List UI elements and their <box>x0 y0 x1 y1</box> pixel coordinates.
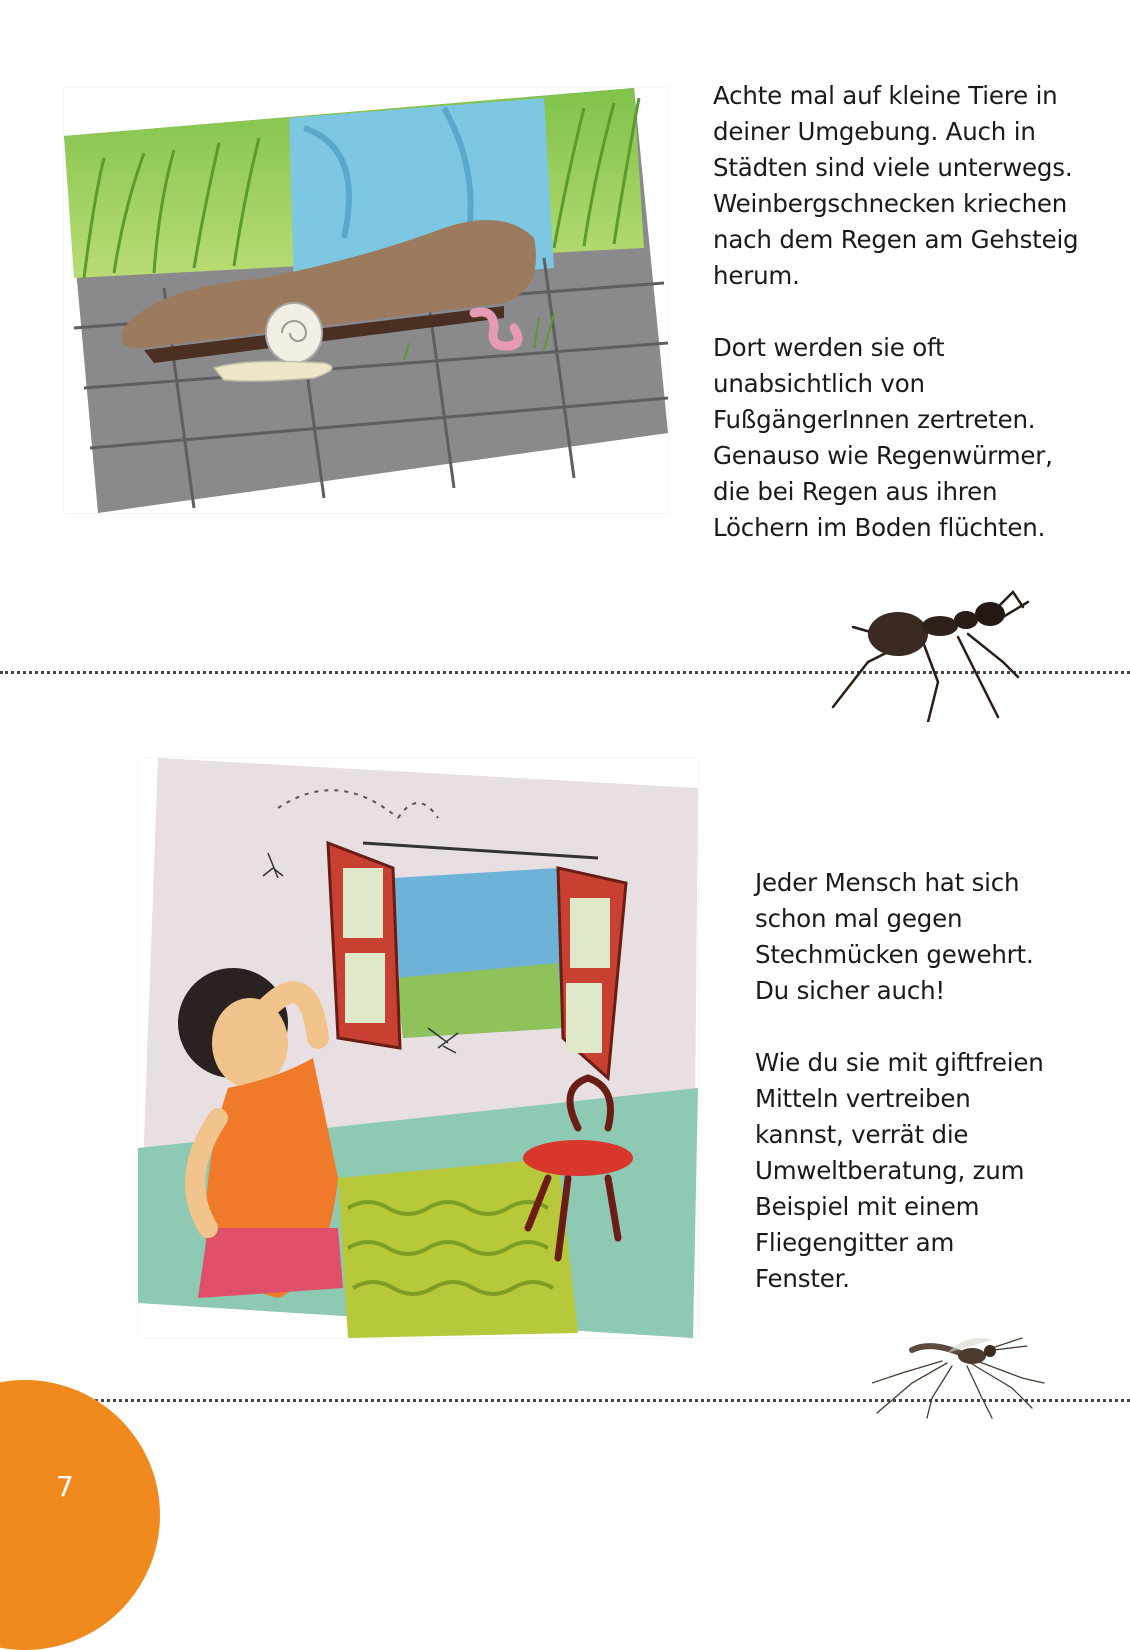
page-corner-decoration <box>0 1380 160 1650</box>
text-block-small-animals <box>713 78 1093 546</box>
paragraph-mosquito-intro: Jeder Mensch hat sich schon mal gegen Stechmücken gewehrt. Du sicher auch! <box>755 868 1034 1005</box>
illustration-girl-mosquito <box>138 758 698 1338</box>
illustration-shoe-snail <box>64 88 668 513</box>
text-block-mosquitoes <box>755 865 1055 1297</box>
paragraph-earthworms: Dort werden sie oft unabsichtlich von FußgängerInnen zertreten. Genauso wie Regenwürmer, die bei Regen aus ihren Löchern im Boden flüchten. <box>713 333 1053 542</box>
mosquito-icon <box>872 1328 1047 1420</box>
ant-icon <box>828 582 1033 722</box>
paragraph-mosquito-advice: Wie du sie mit giftfreien Mitteln vertreiben kannst, verrät die Umweltberatung, zum Beispiel mit einem Fliegengitter am Fenster. <box>755 1048 1044 1293</box>
paragraph-snails: Achte mal auf kleine Tiere in deiner Umgebung. Auch in Städten sind viele unterwegs. Weinbergschnecken kriechen nach dem Regen am Gehsteig herum. <box>713 81 1079 290</box>
page-number: 7 <box>56 1470 74 1503</box>
